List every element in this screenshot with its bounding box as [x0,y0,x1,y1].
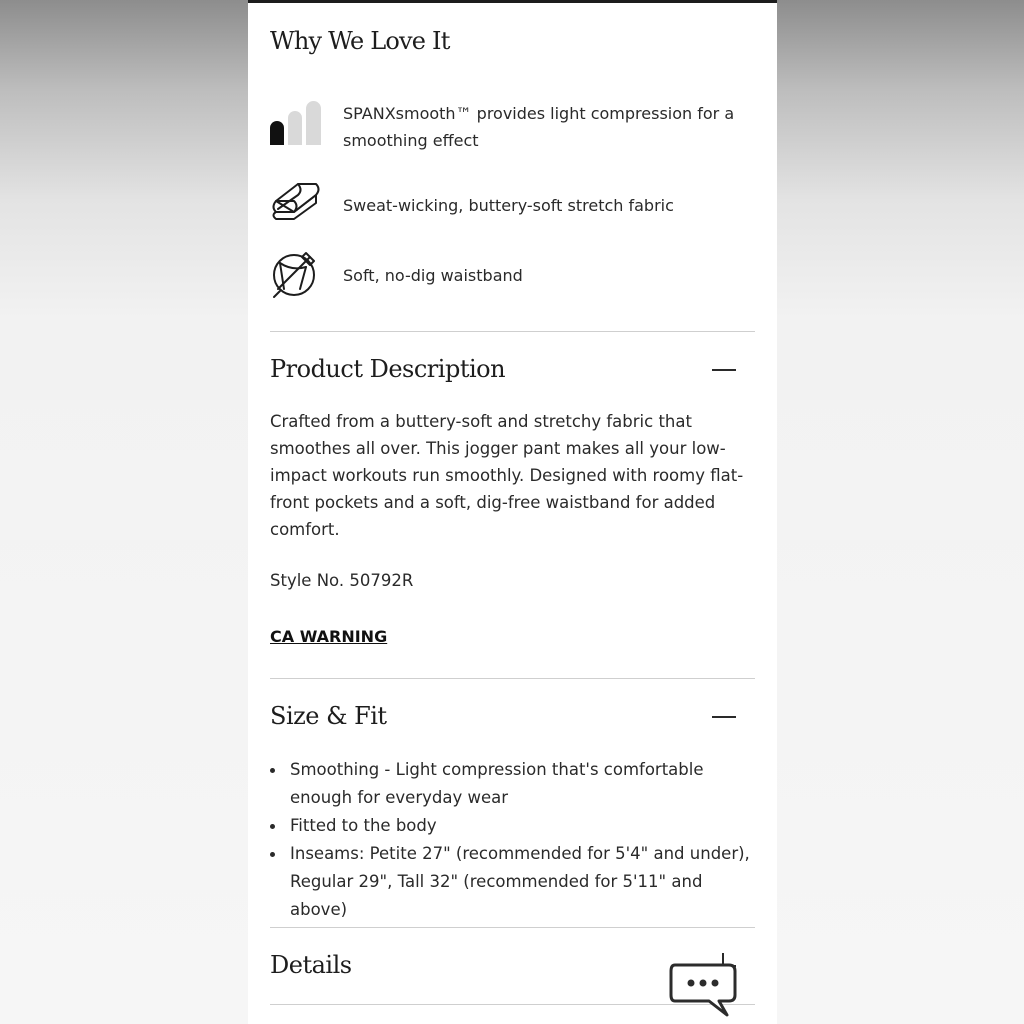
no-dig-waistband-icon [270,249,322,299]
list-item [270,812,755,840]
chat-widget-button[interactable] [669,963,737,1019]
minus-icon [712,369,736,371]
collapse-size-fit-button[interactable] [712,708,736,726]
feature-text: Sweat-wicking, buttery-soft stretch fabric [343,196,674,215]
divider [270,331,755,332]
details-title[interactable]: Details [270,951,352,979]
compression-bars-icon [270,99,322,149]
size-fit-title[interactable]: Size & Fit [270,702,387,730]
product-description-body: Crafted from a buttery-soft and stretchy fabric that smoothes all over. This jogger pant makes all your low-impact workouts run smoothly. Designed with roomy flat-front pockets and a soft, dig-free waistband for added comfort. [270,412,744,539]
feature-text: SPANXsmooth™ provides light compression for a smoothing effect [343,104,735,150]
bullet-icon [270,852,275,857]
collapse-product-description-button[interactable] [712,361,736,379]
style-number: Style No. 50792R [270,571,414,590]
product-description-title[interactable]: Product Description [270,355,506,383]
divider [270,678,755,679]
list-item-text: Inseams: Petite 27" (recommended for 5'4" and under), Regular 29", Tall 32" (recommended for 5'11" and above) [290,844,750,919]
bullet-icon [270,768,275,773]
why-we-love-it-title: Why We Love It [270,27,450,55]
list-item-text: Fitted to the body [290,816,437,835]
minus-icon [712,716,736,718]
feature-text: Soft, no-dig waistband [343,266,523,285]
size-fit-list [270,756,755,924]
divider [270,927,755,928]
product-details-panel [248,3,777,1024]
list-item-text: Smoothing - Light compression that's comfortable enough for everyday wear [290,760,704,807]
folded-fabric-icon [270,181,322,231]
list-item [270,756,755,812]
ca-warning-link[interactable]: CA WARNING [270,627,388,646]
bullet-icon [270,824,275,829]
chat-bubble-icon [669,1004,737,1023]
list-item [270,840,755,924]
